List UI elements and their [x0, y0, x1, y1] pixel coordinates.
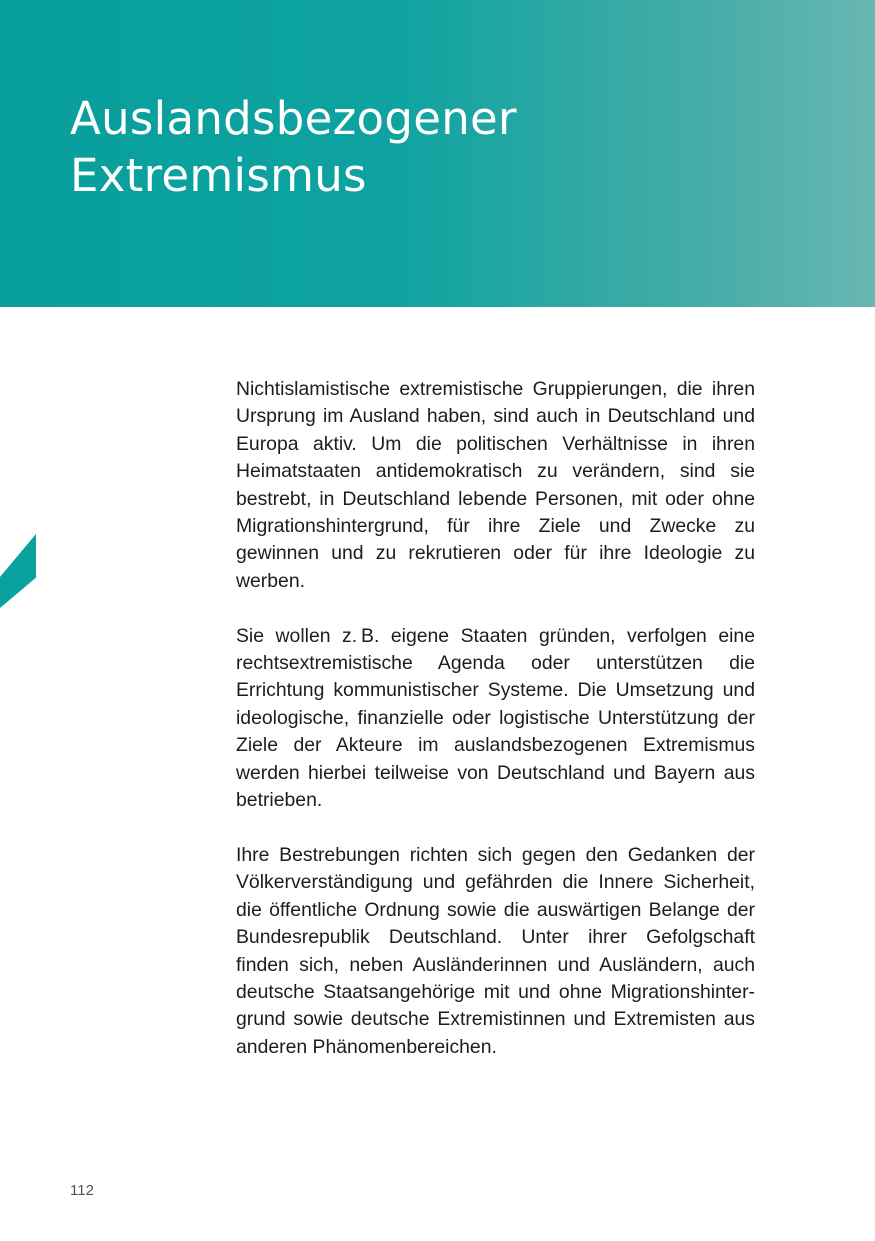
body-paragraph-3: Ihre Bestrebungen richten sich gegen den Gedanken der Völkerverständigung und gefährden die Innere Sicherheit, die öffentliche Ordnung sowie die auswärtigen Belange der Bundesrepublik Deutschland. Unter ihrer Gefolgschaft finden sich, neben Ausländerinnen und Ausländern, auch deutsche Staatsangehörige mit und ohne Migrationshintergrund sowie deutsche Extremistinnen und Extremisten aus anderen Phänomenbereichen.: [236, 843, 755, 1058]
body-text: [236, 376, 755, 1089]
header-band: [0, 0, 875, 307]
body-paragraph-1: Nichtislamistische extremistische Gruppierungen, die ihren Ursprung im Ausland haben, sind auch in Deutschland und Europa aktiv. Um die politischen Verhältnisse in ihren Heimatstaaten antidemokratisch zu verändern, sind sie bestrebt, in Deutschland lebende Personen, mit oder ohne Migrationshintergrund, für ihre Ziele und Zwecke zu gewinnen und zu rekrutieren oder für ihre Ideologie zu werben.: [236, 378, 755, 592]
page-number: 112: [70, 1182, 94, 1199]
page-title-line-2: Extremismus: [70, 149, 367, 202]
page-title-line-1: Auslandsbezogener: [70, 92, 517, 145]
page-title: [70, 90, 790, 204]
body-paragraph-2: Sie wollen z. B. eigene Staaten gründen, verfolgen eine rechtsextremistische Agenda oder unterstützen die Errichtung kommunistischer Systeme. Die Umsetzung und ideologische, finanzielle oder logistische Unterstützung der Ziele der Akteure im auslandsbezogenen Extremismus werden hierbei teilweise von Deutschland und Bayern aus betrieben.: [236, 624, 755, 812]
chapter-marker-shape: [0, 534, 36, 608]
